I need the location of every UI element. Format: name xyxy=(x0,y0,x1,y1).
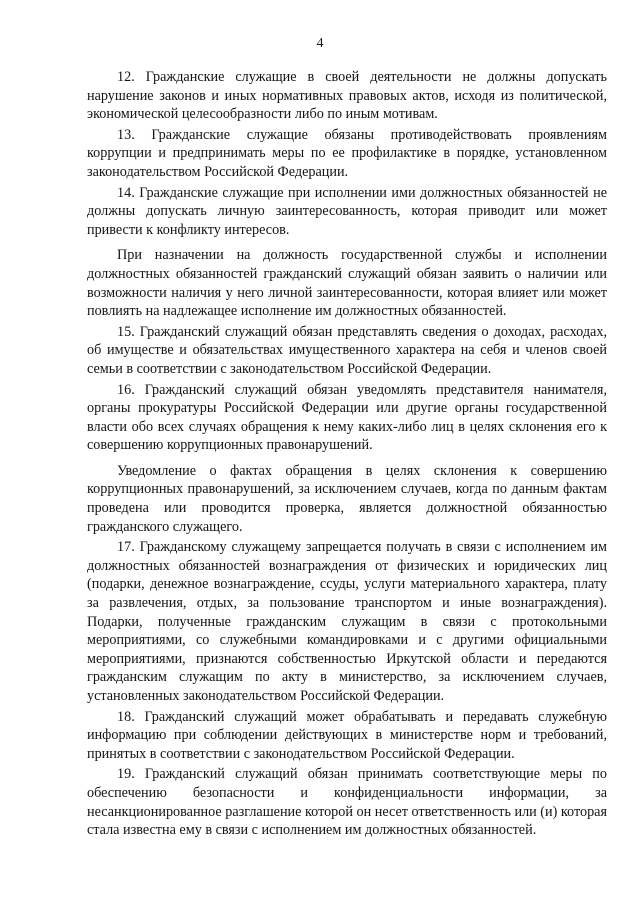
paragraph-15: 15. Гражданский служащий обязан представлять сведения о доходах, расходах, об имуществе и обязательствах имущественного характера на себя и членов своей семьи в соответствии с законодательством Российской Федерации. xyxy=(87,323,607,377)
paragraph-18: 18. Гражданский служащий может обрабатывать и передавать служебную информацию при соблюдении действующих в министерстве норм и требований, принятых в соответствии с законодательством Российской Федерации. xyxy=(87,708,607,762)
paragraph-14: 14. Гражданские служащие при исполнении ими должностных обязанностей не должны допускать личную заинтересованность, которая приводит или может привести к конфликту интересов. xyxy=(87,184,607,238)
document-body xyxy=(87,68,607,842)
paragraph-12: 12. Гражданские служащие в своей деятельности не должны допускать нарушение законов и иных нормативных правовых актов, исходя из политической, экономической целесообразности либо по иным мотивам. xyxy=(87,69,607,123)
paragraph-17: 17. Гражданскому служащему запрещается получать в связи с исполнением им должностных обязанностей вознаграждения от физических и юридических лиц (подарки, денежное вознаграждение, ссуды, услуги материального характера, плату за развлечения, отдых, за пользование транспортом и иные вознаграждения). Подарки, полученные гражданским служащим в связи с протокольными мероприятиями, со служебными командировками и с другими официальными мероприятиями, признаются собственностью Иркутской области и передаются гражданским служащим по акту в министерство, за исключением случаев, установленных законодательством Российской Федерации. xyxy=(87,539,607,704)
page-number: 4 xyxy=(316,36,324,51)
paragraph-16: 16. Гражданский служащий обязан уведомлять представителя нанимателя, органы прокуратуры Российской Федерации или другие органы государственной власти обо всех случаях обращения к нему каких-либо лиц в целях склонения его к совершению коррупционных правонарушений. xyxy=(87,381,607,454)
paragraph-13: 13. Гражданские служащие обязаны противодействовать проявлениям коррупции и предпринимать меры по ее профилактике в порядке, установленном законодательством Российской Федерации. xyxy=(87,126,607,180)
paragraph-19: 19. Гражданский служащий обязан принимать соответствующие меры по обеспечению безопасности и конфиденциальности информации, за несанкционированное разглашение которой он несет ответственность или (и) которая стала известна ему в связи с исполнением им должностных обязанностей. xyxy=(87,766,607,839)
paragraph-14-appointment: При назначении на должность государственной службы и исполнении должностных обязанностей гражданский служащий обязан заявить о наличии или возможности наличия у него личной заинтересованности, которая влияет или может повлиять на надлежащее исполнение им должностных обязанностей. xyxy=(87,247,607,320)
paragraph-16-notification: Уведомление о фактах обращения в целях склонения к совершению коррупционных правонарушений, за исключением случаев, когда по данным фактам проведена или проводится проверка, является должностной обязанностью гражданского служащего. xyxy=(87,462,607,535)
